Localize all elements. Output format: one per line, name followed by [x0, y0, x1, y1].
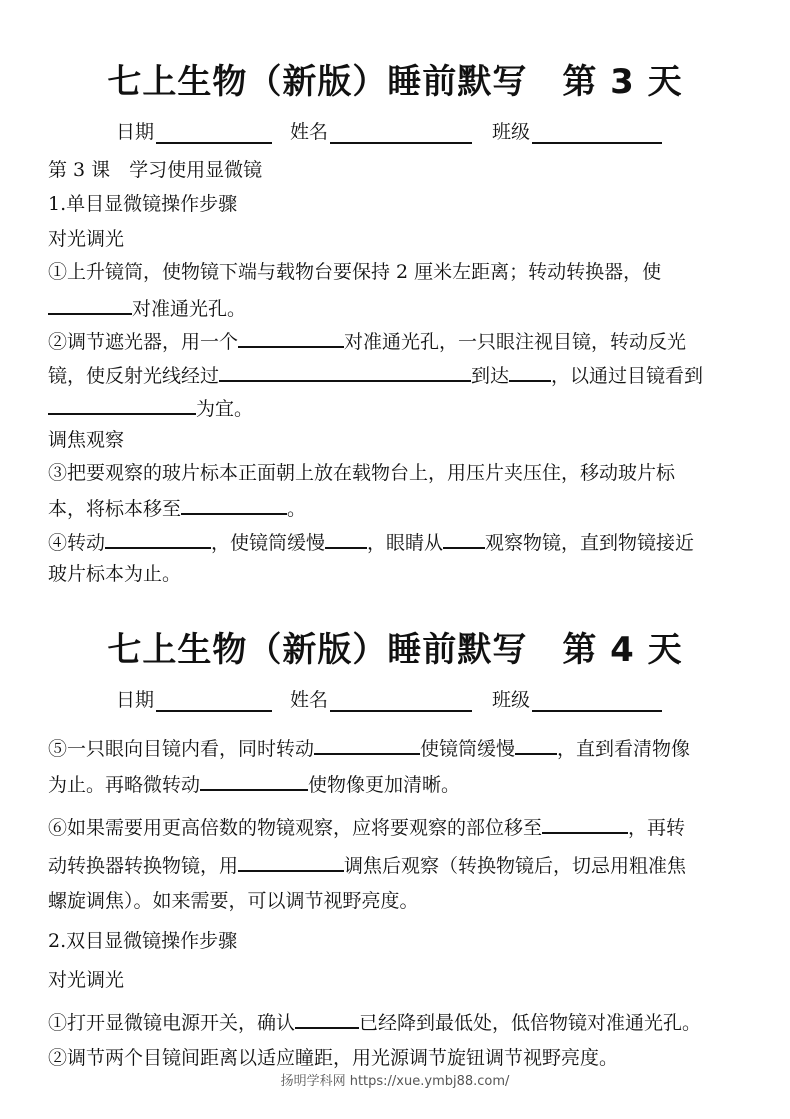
step5-line-a [48, 734, 690, 761]
blank-2[interactable] [238, 327, 344, 348]
blank-4[interactable] [509, 361, 551, 382]
name-label: 姓名 [290, 121, 329, 143]
heading-monocular: 1.单目显微镜操作步骤 [48, 193, 238, 215]
subheading-focus: 调焦观察 [48, 429, 125, 451]
heading-binocular: 2.双目显微镜操作步骤 [48, 930, 238, 952]
step2-text-b3: ，以通过目镜看到 [551, 365, 704, 387]
date-label: 日期 [116, 121, 155, 143]
step5-text-a1: ⑤一只眼向目镜内看，同时转动 [48, 738, 315, 760]
class-label: 班级 [492, 121, 531, 143]
date-blank[interactable] [156, 122, 272, 144]
step4-text-a3: ，眼睛从 [367, 532, 444, 554]
blank-6[interactable] [181, 494, 287, 515]
step2-text-b2: 到达 [471, 365, 510, 387]
step3-line-a: ③把要观察的玻片标本正面朝上放在载物台上，用压片夹压住，移动玻片标 [48, 462, 676, 484]
date-blank[interactable] [156, 690, 272, 712]
binocular-step2: ②调节两个目镜间距离以适应瞳距，用光源调节旋钮调节视野亮度。 [48, 1047, 619, 1069]
blank-14[interactable] [238, 851, 344, 872]
day3-header [116, 120, 662, 144]
blank-12[interactable] [200, 770, 308, 791]
step1-text-b: 对准通光孔。 [132, 298, 247, 320]
name-label: 姓名 [290, 689, 329, 711]
blank-5[interactable] [48, 394, 196, 415]
step2-text-c: 为宜。 [196, 398, 254, 420]
step5-text-a3: ，直到看清物像 [557, 738, 691, 760]
class-blank[interactable] [532, 122, 662, 144]
day4-header [116, 688, 662, 712]
blank-11[interactable] [515, 734, 557, 755]
step2-text-a1: ②调节遮光器，用一个 [48, 331, 239, 353]
step6-line-a [48, 813, 685, 840]
step6-text-a1: ⑥如果需要用更高倍数的物镜观察，应将要观察的部位移至 [48, 817, 543, 839]
step6-line-c: 螺旋调焦）。如来需要，可以调节视野亮度。 [48, 890, 419, 912]
blank-3[interactable] [219, 361, 471, 382]
step5-text-b1: 为止。再略微转动 [48, 774, 201, 796]
name-blank[interactable] [330, 122, 472, 144]
step2-text-a2: 对准通光孔，一只眼注视目镜，转动反光 [344, 331, 687, 353]
bstep1-text-a: ①打开显微镜电源开关，确认 [48, 1012, 296, 1034]
step4-text-a2: ，使镜筒缓慢 [211, 532, 326, 554]
blank-7[interactable] [105, 528, 211, 549]
blank-9[interactable] [443, 528, 485, 549]
class-blank[interactable] [532, 690, 662, 712]
blank-13[interactable] [542, 813, 628, 834]
step4-line-a [48, 528, 694, 555]
step5-text-b2: 使物像更加清晰。 [308, 774, 461, 796]
step2-text-b1: 镜，使反射光线经过 [48, 365, 220, 387]
step4-line-b: 玻片标本为止。 [48, 563, 182, 585]
lesson-title: 第 3 课 学习使用显微镜 [48, 159, 263, 181]
step5-line-b [48, 770, 460, 797]
step3-text-b2: 。 [287, 498, 307, 520]
footer-watermark: 扬明学科网 https://xue.ymbj88.com/ [280, 1074, 510, 1089]
blank-10[interactable] [314, 734, 420, 755]
subheading-light: 对光调光 [48, 228, 125, 250]
bstep1-text-b: 已经降到最低处，低倍物镜对准通光孔。 [359, 1012, 702, 1034]
day3-title: 七上生物（新版）睡前默写 第 3 天 [107, 62, 683, 102]
class-label: 班级 [492, 689, 531, 711]
subheading-light-2: 对光调光 [48, 969, 125, 991]
day4-title: 七上生物（新版）睡前默写 第 4 天 [107, 630, 683, 670]
step6-text-b1: 动转换器转换物镜，用 [48, 855, 239, 877]
step2-line-a [48, 327, 686, 354]
step3-line-b [48, 494, 306, 521]
date-label: 日期 [116, 689, 155, 711]
blank-8[interactable] [325, 528, 367, 549]
step5-text-a2: 使镜筒缓慢 [420, 738, 516, 760]
binocular-step1 [48, 1008, 701, 1035]
step6-text-a2: ，再转 [628, 817, 686, 839]
step1-line-a: ①上升镜筒，使物镜下端与载物台要保持 2 厘米左距离；转动转换器，使 [48, 261, 662, 283]
step1-line-b [48, 294, 246, 321]
step3-text-b1: 本，将标本移至 [48, 498, 182, 520]
step4-text-a4: 观察物镜，直到物镜接近 [485, 532, 695, 554]
step2-line-b [48, 361, 703, 388]
step2-line-c [48, 394, 253, 421]
name-blank[interactable] [330, 690, 472, 712]
blank-15[interactable] [295, 1008, 359, 1029]
blank-1[interactable] [48, 294, 132, 315]
step6-text-b2: 调焦后观察（转换物镜后，切忌用粗准焦 [344, 855, 687, 877]
step4-text-a1: ④转动 [48, 532, 106, 554]
step6-line-b [48, 851, 686, 878]
